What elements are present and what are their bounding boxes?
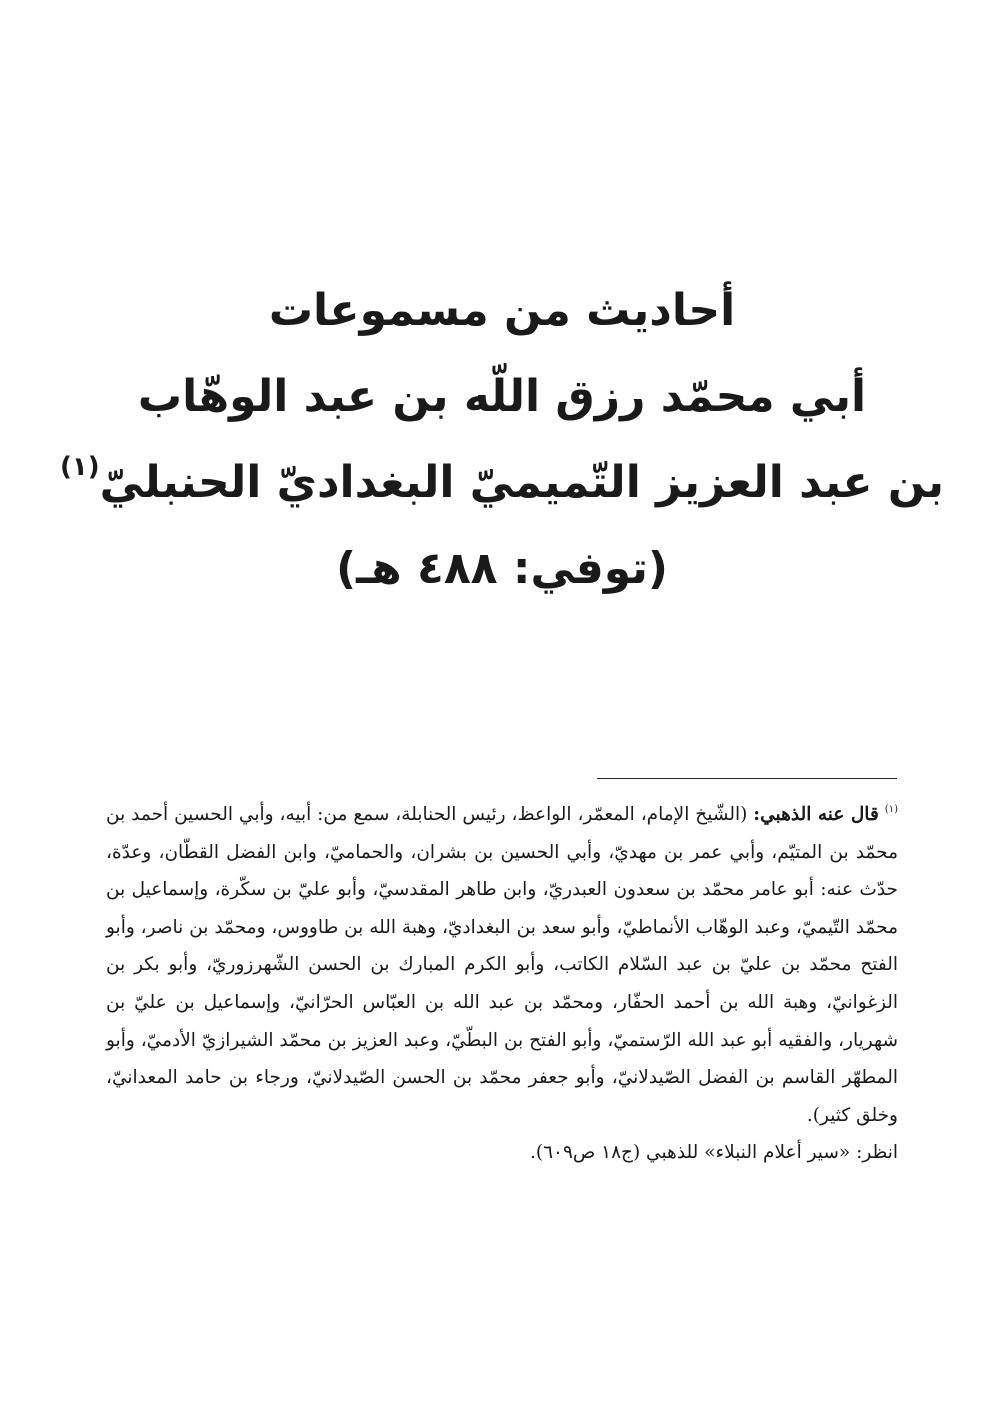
footnote-marker: (١) <box>884 804 898 815</box>
title-line-3-text: بن عبد العزيز التّميميّ البغداديّ الحنبليّ <box>99 457 944 508</box>
footnote-separator <box>597 778 897 779</box>
footnote-lead: قال عنه الذهبي: <box>753 804 879 825</box>
footnote-body: (الشّيخ الإمام، المعمّر، الواعظ، رئيس الحنابلة، سمع من: أبيه، وأبي الحسين أحمد بن محمّد بن المتيّم، وأبي عمر بن مهديّ، وأبي الحسين بن بشران، والحماميّ، وابن الفضل القطّان، وعدّة، حدّث عنه: أبو عامر محمّد بن سعدون العبدريّ، وابن طاهر المقدسيّ، وأبو عليّ بن سكّرة، وإسماعيل بن محمّد التّيميّ، وعبد الوهّاب الأنماطيّ، وأبو سعد بن البغداديّ، وهبة الله بن طاووس، ومحمّد بن ناصر، وأبو الفتح محمّد بن عليّ بن عبد السّلام الكاتب، وأبو الكرم المبارك بن الحسن الشّهرزوريّ، وأبو بكر بن الزغوانيّ، وهبة الله بن أحمد الحفّار، ومحمّد بن عبد الله بن العبّاس الحرّانيّ، وإسماعيل بن عليّ بن شهريار، والفقيه أبو عبد الله الرّستميّ، وأبو الفتح بن البطّيّ، وعبد العزيز بن محمّد الشيرازيّ الأدميّ، وأبو المطهّر القاسم بن الفضل الصّيدلانيّ، وأبو جعفر محمّد بن الحسن الصّيدلانيّ، ورجاء بن حامد المعدانيّ، وخلق كثير). <box>106 804 898 1126</box>
footnote-reference[interactable]: (١) <box>59 452 100 482</box>
footnote-source: انظر: «سير أعلام النبلاء» للذهبي (ج١٨ ص٦٠٩). <box>529 1142 898 1164</box>
title-line-3 <box>60 440 944 526</box>
title-line-2: أبي محمّد رزق اللّه بن عبد الوهّاب <box>137 371 867 422</box>
title-line-1: أحاديث من مسموعات <box>268 285 736 336</box>
title-line-4-death-date: (توفي: ٤٨٨ هـ) <box>335 543 669 594</box>
footnote <box>106 796 898 1172</box>
title-block <box>60 268 944 612</box>
